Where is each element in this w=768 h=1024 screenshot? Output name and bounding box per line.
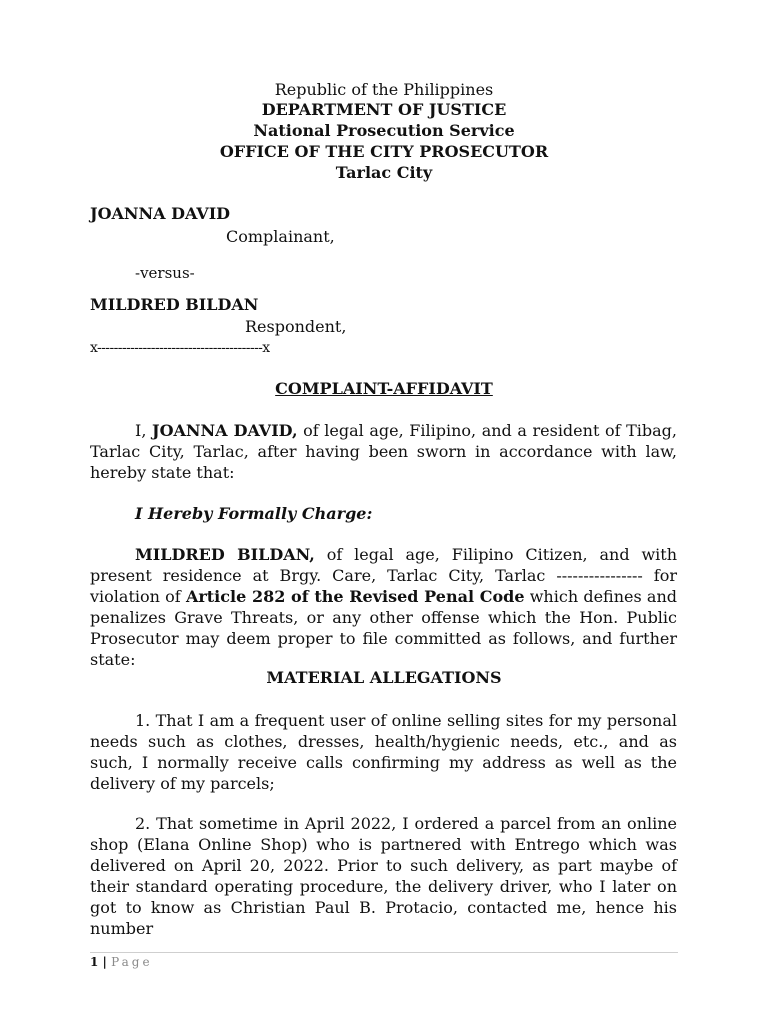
complainant-name: JOANNA DAVID: [90, 204, 231, 223]
intro-text-rest: of legal age, Filipino, and a resident of Tibag, Tarlac City, Tarlac, after having been sworn in accordance with law, hereby state that:: [90, 421, 678, 482]
header-department: DEPARTMENT OF JUSTICE: [261, 100, 507, 119]
header-city: Tarlac City: [335, 163, 433, 182]
charge-text-rest: which defines and penalizes Grave Threats, or any other offense which the Hon. Public Prosecutor may deem proper to file committed as follows, and further state:: [90, 587, 678, 669]
footer-page-number: 1: [90, 955, 99, 969]
allegation-2: 2. That sometime in April 2022, I ordered a parcel from an online shop (Elana Online Shop) who is partnered with Entrego which was delivered on April 20, 2022. Prior to such delivery, as part maybe of their standard operating procedure, the delivery driver, who I later on got to know as Christian Paul B. Protacio, contacted me, hence his number: [90, 814, 677, 938]
respondent-name: MILDRED BILDAN: [90, 295, 259, 314]
footer-rule: [90, 952, 678, 953]
page-footer: [90, 955, 153, 969]
charge-respondent-name: MILDRED BILDAN,: [135, 545, 315, 564]
versus-label: -versus-: [135, 264, 195, 282]
footer-page-word: Page: [111, 955, 153, 969]
intro-text-start: I,: [135, 421, 152, 440]
charge-paragraph: [90, 544, 677, 670]
charge-text-start: of legal age, Filipino Citizen, and with present residence at Brgy. Care, Tarlac City, Tarlac ---------------- for violation of: [90, 545, 677, 606]
document-title: COMPLAINT-AFFIDAVIT: [275, 379, 493, 398]
respondent-role: Respondent,: [245, 317, 347, 336]
charge-heading: I Hereby Formally Charge:: [135, 504, 373, 523]
allegation-1: 1. That I am a frequent user of online selling sites for my personal needs such as clothes, dresses, health/hygienic needs, etc., and as such, I normally receive calls confirming my address as well as the delivery of my parcels;: [90, 711, 677, 793]
header-republic: Republic of the Philippines: [274, 80, 494, 99]
intro-complainant-name: JOANNA DAVID,: [152, 421, 298, 440]
intro-paragraph: [90, 420, 677, 483]
charge-article: Article 282 of the Revised Penal Code: [185, 587, 525, 606]
footer-separator: |: [98, 955, 112, 969]
header-prosecution-service: National Prosecution Service: [253, 121, 515, 140]
allegations-heading: MATERIAL ALLEGATIONS: [266, 668, 502, 687]
header-office: OFFICE OF THE CITY PROSECUTOR: [219, 142, 549, 161]
caption-separator: x----------------------------------------x: [90, 340, 270, 356]
complainant-role: Complainant,: [226, 227, 335, 246]
